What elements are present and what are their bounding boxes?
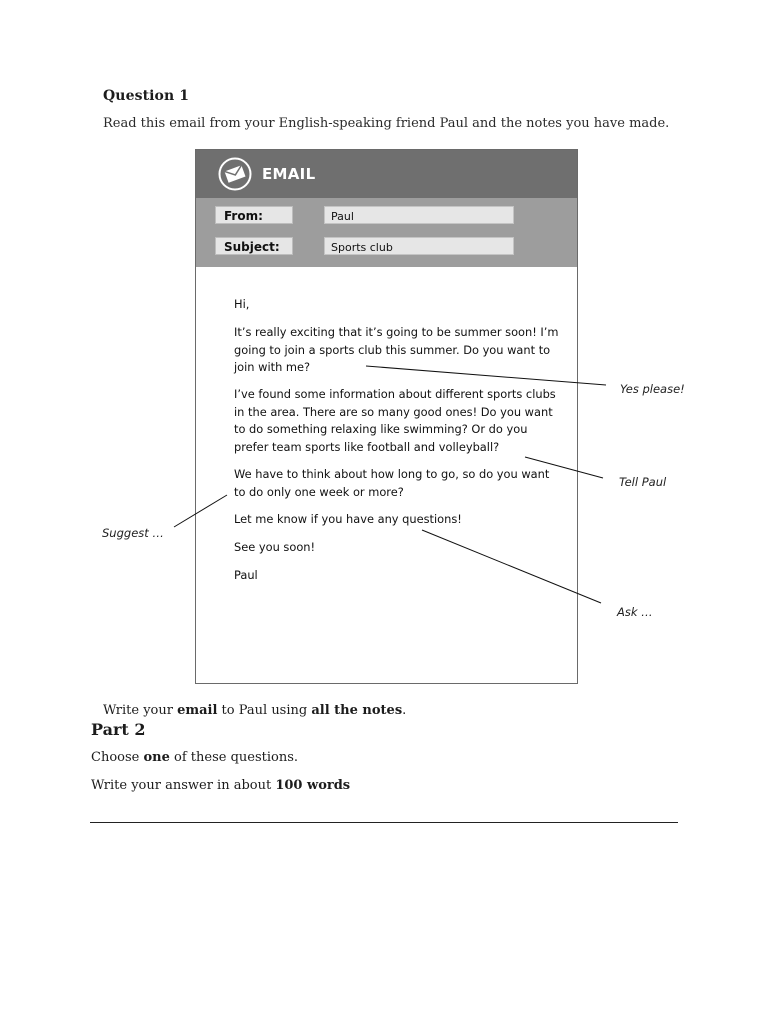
write-prefix: Write your — [103, 703, 178, 718]
part2-title: Part 2 — [91, 720, 146, 739]
choose-suffix: of these questions. — [169, 750, 299, 765]
from-field: Paul — [324, 206, 514, 224]
email-paragraph-3: We have to think about how long to go, so do you want to do only one week or more? — [234, 467, 550, 499]
divider — [90, 822, 678, 823]
answer-bold: 100 words — [275, 778, 351, 793]
choose-instruction — [91, 750, 298, 765]
note-ask: Ask … — [617, 605, 653, 619]
answer-prefix: Write your answer in about — [91, 778, 276, 793]
choose-bold: one — [143, 750, 170, 765]
email-paragraph-2: I’ve found some information about different sports clubs in the area. There are so many good ones! Do you want to do something relaxing like swimming? Or do you prefer team sports like football and volleyball? — [234, 387, 556, 454]
write-suffix: . — [402, 703, 407, 718]
email-paragraph-1: It’s really exciting that it’s going to be summer soon! I’m going to join a sports club this summer. Do you want to join with me? — [234, 325, 559, 374]
note-line-yes — [366, 366, 606, 385]
email-label: EMAIL — [262, 165, 316, 183]
write-bold-email: email — [177, 703, 218, 718]
write-bold-notes: all the notes — [311, 703, 403, 718]
note-line-ask — [422, 530, 601, 603]
question-title: Question 1 — [103, 88, 190, 104]
note-line-suggest — [174, 495, 227, 527]
from-label: From: — [215, 206, 293, 224]
note-yes-please: Yes please! — [620, 382, 685, 396]
note-tell-paul: Tell Paul — [619, 475, 667, 489]
answer-instruction — [91, 778, 350, 793]
note-line-tell — [525, 457, 603, 478]
note-suggest: Suggest … — [102, 526, 164, 540]
question-intro: Read this email from your English-speaking friend Paul and the notes you have made. — [103, 116, 670, 131]
subject-label: Subject: — [215, 237, 293, 255]
email-closing: See you soon! — [234, 540, 316, 554]
email-signature: Paul — [234, 568, 258, 582]
subject-field: Sports club — [324, 237, 514, 255]
email-greeting: Hi, — [234, 297, 250, 311]
choose-prefix: Choose — [91, 750, 144, 765]
write-middle: to Paul using — [217, 703, 312, 718]
write-instruction — [103, 703, 406, 718]
email-paragraph-4: Let me know if you have any questions! — [234, 512, 462, 526]
